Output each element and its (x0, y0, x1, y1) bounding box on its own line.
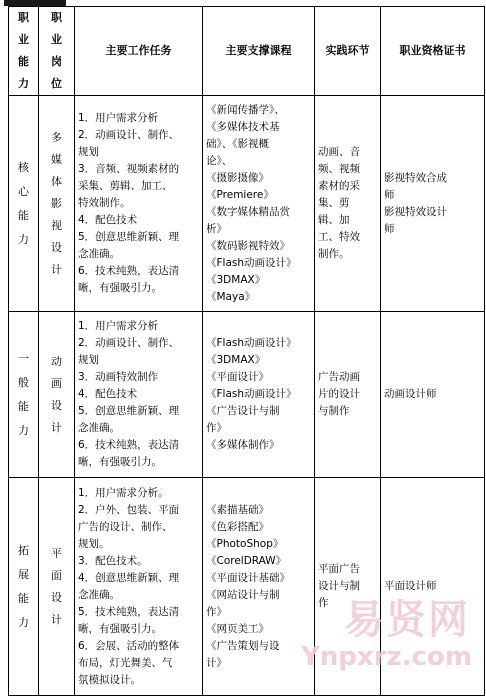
courses-cell: 《素描基础》 《色彩搭配》 《PhotoShop》 《CorelDRAW》 《平面设计基础》 《网站设计与制 作》 《网页美工》 《广告策划与设 计》 (203, 478, 315, 696)
table-header-row (9, 7, 485, 96)
courses-cell: 《Flash动画设计》 《3DMAX》 《平面设计》 《Flash动画设计》 《广告设计与制 作》 《多媒体制作》 (203, 312, 315, 478)
position-cell: 平 面 设 计 (39, 478, 75, 696)
practice-cell: 平面广告 设计与制 作 (315, 478, 381, 696)
certificate-cell: 平面设计师 (381, 478, 485, 696)
courses-cell: 《新闻传播学》、 《多媒体技术基 础》、《影视概 论》、 《摄影摄像》 《Premiere》 《数字媒体精品赏 析》 《数码影视特效》 《Flash动画设计》 《3DMAX》 《Maya》 (203, 96, 315, 312)
ability-cell: 拓 展 能 力 (9, 478, 39, 696)
ability-cell: 一 般 能 力 (9, 312, 39, 478)
tasks-cell: 1．用户需求分析 2．动画设计、制作、 规划 3．音频、视频素材的 采集、剪辑、加工、 特效制作。 4．配色技术 5．创意思维新颖、理 念准确。 6．技术纯熟，表达清 晰，有强吸引力。 (75, 96, 203, 312)
practice-cell: 动画、音 频、视频 素材的采 集、剪 辑、加 工、特效 制作。 (315, 96, 381, 312)
header-position: 职 业 岗 位 (39, 7, 75, 96)
watermark-en-text: Ynpxrz.com (301, 642, 472, 672)
ability-cell: 核 心 能 力 (9, 96, 39, 312)
table-row (9, 478, 485, 696)
certificate-cell: 影视特效合成 师 影视特效设计 师 (381, 96, 485, 312)
position-cell: 动 画 设 计 (39, 312, 75, 478)
table-row (9, 312, 485, 478)
certificate-cell: 动画设计师 (381, 312, 485, 478)
tasks-cell: 1．用户需求分析。 2．户外、包装、平面 广告的设计、制作、 规划。 3．配色技术。 4．创意思维新颖、理 念准确。 5．技术纯熟，表达清 晰，有强吸引力。 6．会展、活动的整体 布局，灯光舞美、气 氛模拟设计。 (75, 478, 203, 696)
header-practice: 实践环节 (315, 7, 381, 96)
header-ability: 职 业 能 力 (9, 7, 39, 96)
position-cell: 多 媒 体 影 视 设 计 (39, 96, 75, 312)
header-courses: 主要支撑课程 (203, 7, 315, 96)
table-row (9, 96, 485, 312)
practice-cell: 广告动画 片的设计 与制作 (315, 312, 381, 478)
watermark-cn-text: 易贤网 (344, 596, 470, 643)
header-certificate: 职业资格证书 (381, 7, 485, 96)
header-tasks: 主要工作任务 (75, 7, 203, 96)
tasks-cell: 1．用户需求分析 2．动画设计、制作、 规划 3．动画特效制作 4．配色技术 5．创意思维新颖、理 念准确。 6．技术纯熟，表达清 晰，有强吸引力。 (75, 312, 203, 478)
career-ability-table (8, 6, 485, 696)
